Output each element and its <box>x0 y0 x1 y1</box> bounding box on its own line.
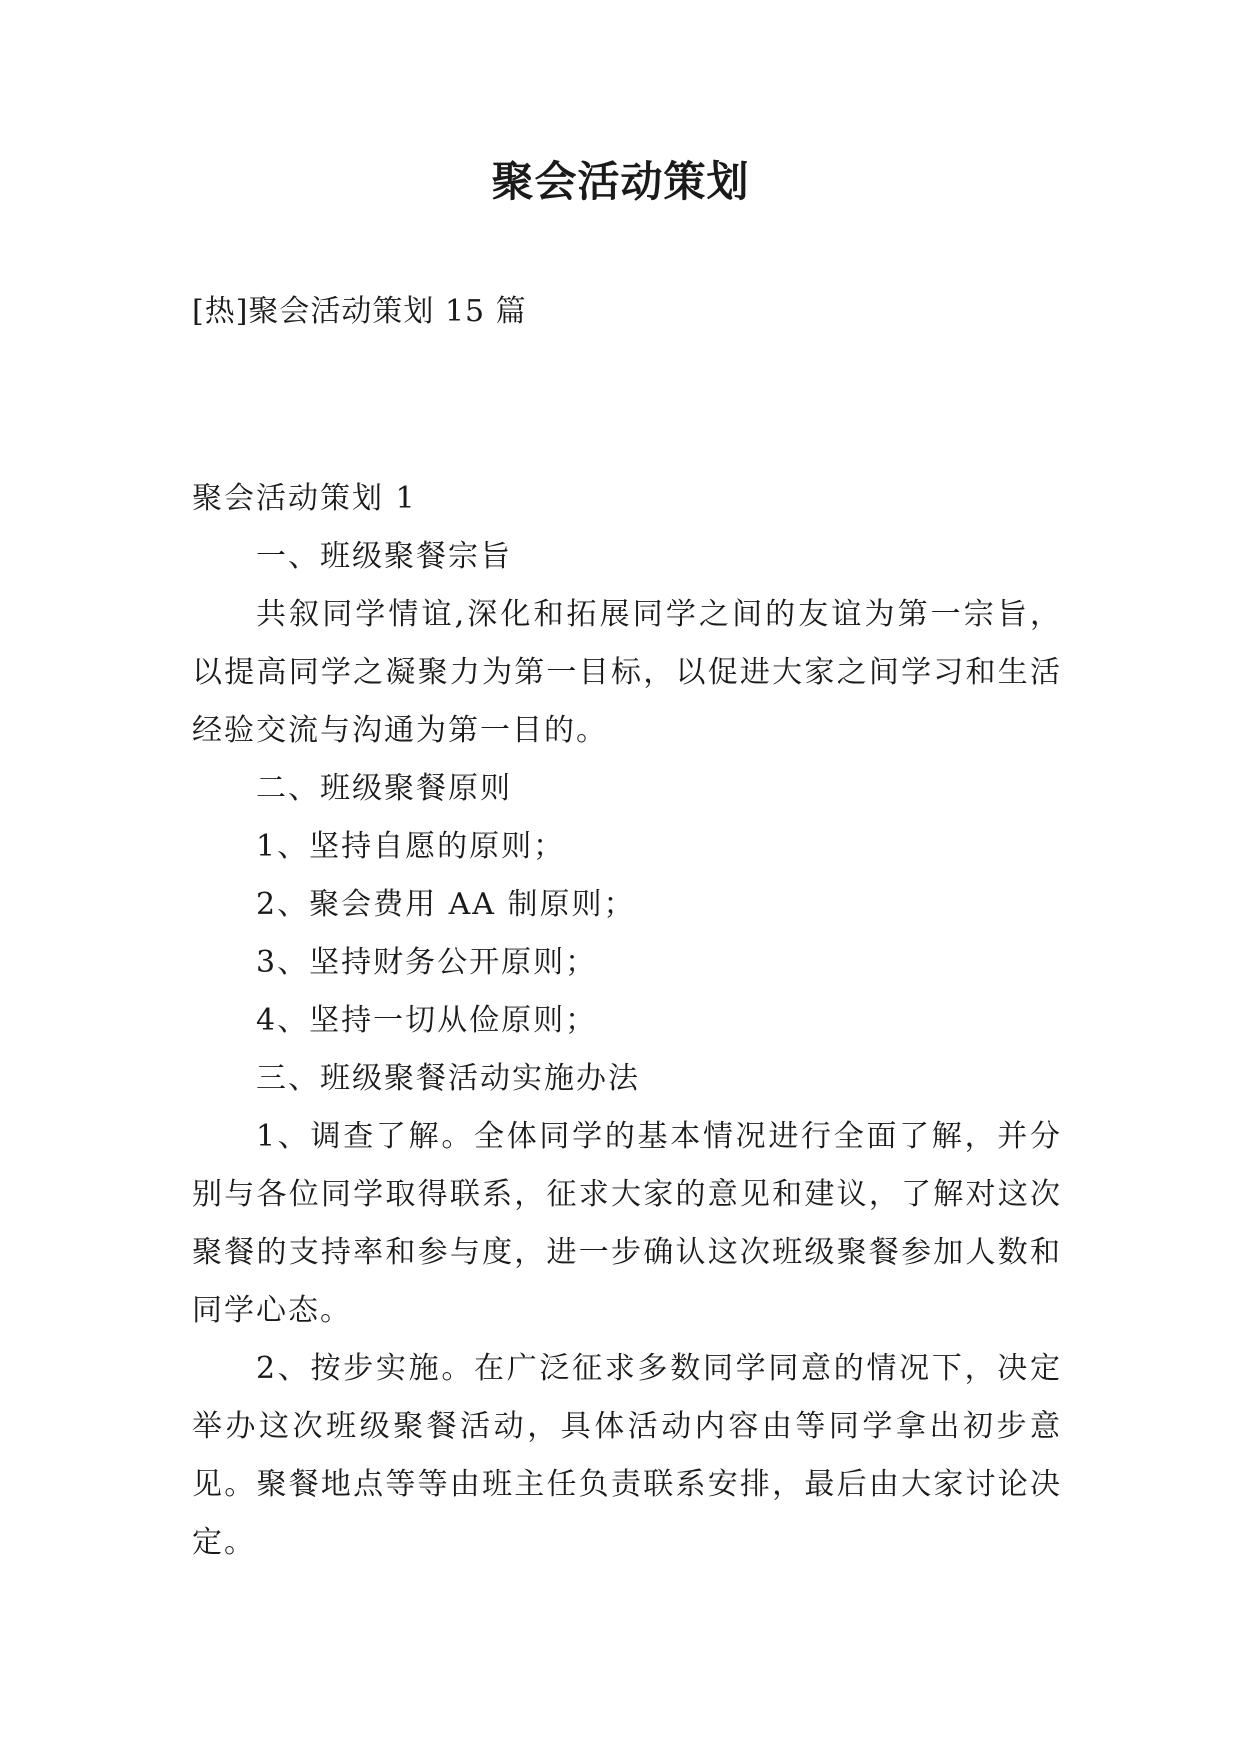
section-heading-principles: 二、班级聚餐原则 <box>256 771 512 806</box>
article-body <box>192 470 1062 1572</box>
section-heading-implementation: 三、班级聚餐活动实施办法 <box>256 1061 640 1096</box>
section-heading-purpose: 一、班级聚餐宗旨 <box>256 539 512 574</box>
document-title: 聚会活动策划 <box>491 157 750 206</box>
list-item-principle: 1、坚持自愿的原则； <box>256 829 566 864</box>
list-item-principle: 4、坚持一切从俭原则； <box>256 1003 598 1038</box>
article-heading: 聚会活动策划 1 <box>192 481 417 516</box>
paragraph-implementation-step: 2、按步实施。在广泛征求多数同学同意的情况下，决定举办这次班级聚餐活动，具体活动内容由等同学拿出初步意见。聚餐地点等等由班主任负责联系安排，最后由大家讨论决定。 <box>192 1351 1062 1560</box>
list-item-principle: 3、坚持财务公开原则； <box>256 945 598 980</box>
document-subtitle: [热]聚会活动策划 15 篇 <box>192 294 527 329</box>
list-item-principle: 2、聚会费用 AA 制原则； <box>256 887 636 922</box>
paragraph-purpose: 共叙同学情谊,深化和拓展同学之间的友谊为第一宗旨，以提高同学之凝聚力为第一目标，以促进大家之间学习和生活经验交流与沟通为第一目的。 <box>192 597 1062 748</box>
paragraph-implementation-step: 1、调查了解。全体同学的基本情况进行全面了解，并分别与各位同学取得联系，征求大家的意见和建议，了解对这次聚餐的支持率和参与度，进一步确认这次班级聚餐参加人数和同学心态。 <box>192 1119 1062 1328</box>
